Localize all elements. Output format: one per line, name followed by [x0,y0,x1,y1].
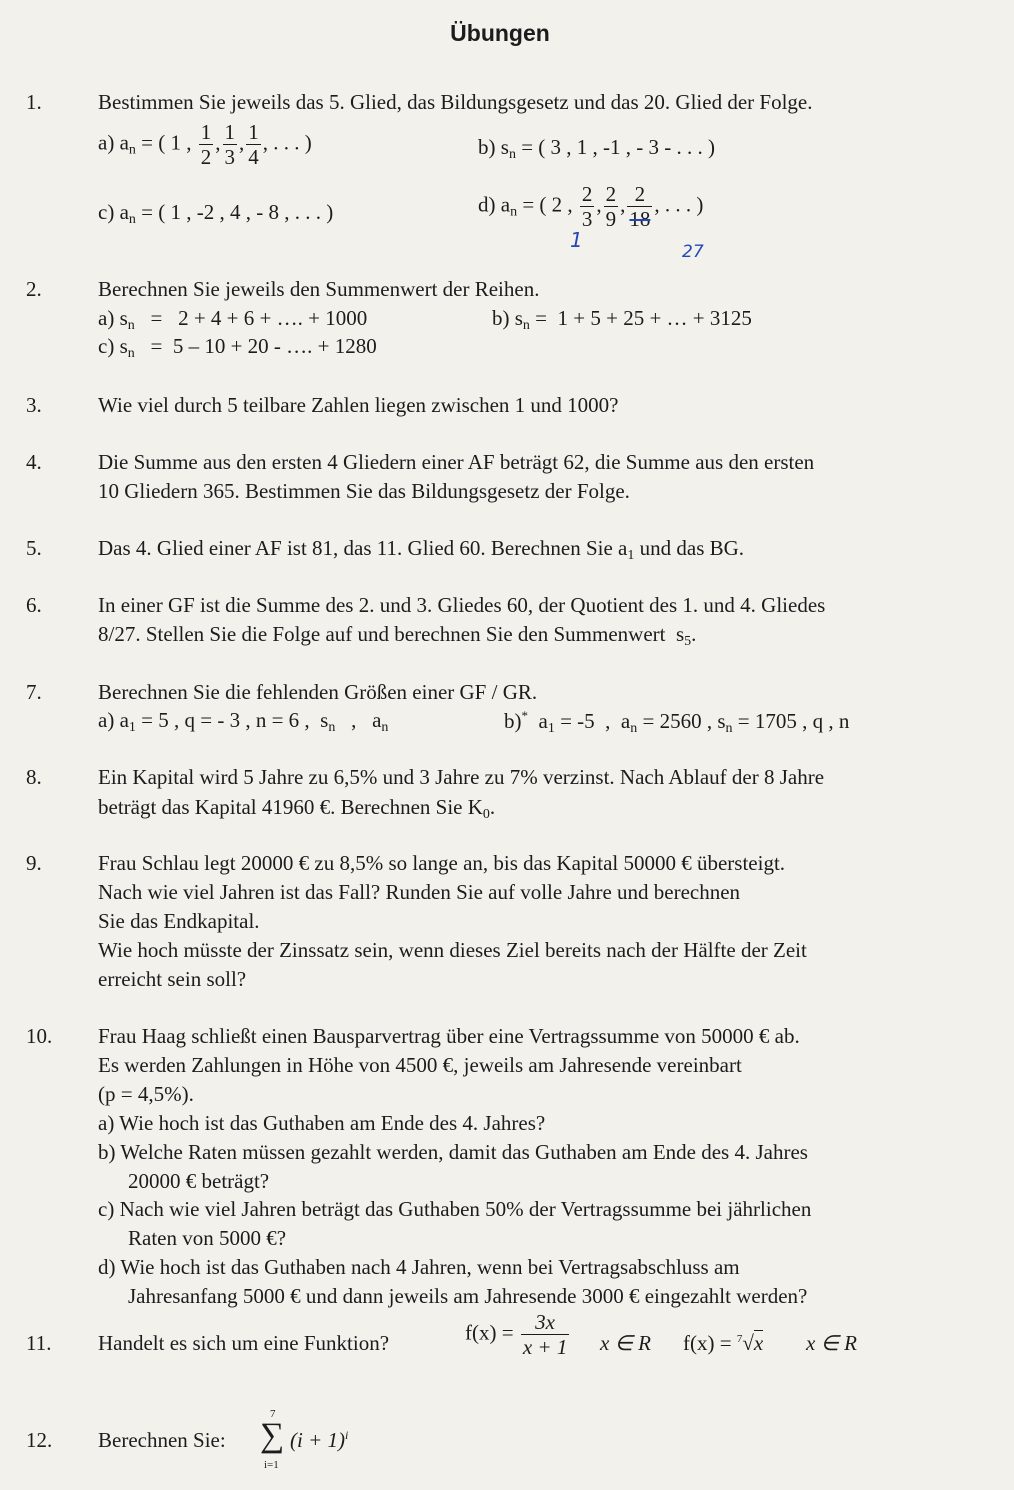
task-text: 8/27. Stellen Sie die Folge auf und berechnen Sie den Summenwert $s_5$. [98,622,697,649]
task-text: (p = 4,5%). [98,1082,194,1106]
fraction: $\frac{1}{3}$ [224,120,235,169]
subtask-10b: b) Welche Raten müssen gezahlt werden, damit das Guthaben am Ende des 4. Jahres [98,1140,808,1164]
task-text: beträgt das Kapital 41960 €. Berechnen Sie $K_0$. [98,795,496,822]
task-text: In einer GF ist die Summe des 2. und 3. Gliedes 60, der Quotient des 1. und 4. Gliedes [98,593,826,617]
subtask-1a: a) $a_n$ = ( 1 , $\frac{1}{2}$ , $\frac{1}{3}$ , $\frac{1}{4}$ , . . . ) [98,120,312,169]
sum-body: $(i + 1)^i$ [290,1428,349,1452]
task-number: 4. [26,450,42,474]
subtask-10a: a) Wie hoch ist das Guthaben am Ende des 4. Jahres? [98,1111,546,1135]
task-number: 1. [26,90,42,114]
domain-1: x ∈ R [600,1331,651,1355]
subtask-10b-cont: 20000 € beträgt? [128,1169,270,1193]
subtask-7b: b)* $a_1 = -5$ , $a_n = 2560$ , $s_n = 1705$ , q , n [504,708,850,736]
task-text: Die Summe aus den ersten 4 Gliedern einer AF beträgt 62, die Summe aus den ersten [98,450,815,474]
subtask-7a: a) $a_1 = 5$ , q = - 3 , n = 6 , $s_n$ , $a_n$ [98,708,389,735]
fraction: $\frac{2}{3}$ [581,182,593,231]
task-text: Das 4. Glied einer AF ist 81, das 11. Glied 60. Berechnen Sie $a_1$ und das BG. [98,536,745,563]
subtask-2b: b) $s_n = 1 + 5 + 25$ + … + 3125 [492,306,752,333]
task-text: Nach wie viel Jahren ist das Fall? Runden Sie auf volle Jahre und berechnen [98,880,741,904]
fraction: $\frac{1}{4}$ [248,120,259,169]
domain-2: x ∈ R [806,1331,857,1355]
task-text: Wie viel durch 5 teilbare Zahlen liegen zwischen 1 und 1000? [98,393,619,417]
fraction: $\frac{2}{18}$ [629,182,651,231]
task-text: Berechnen Sie: [98,1428,226,1452]
task-number: 12. [26,1428,53,1452]
subtask-10d: d) Wie hoch ist das Guthaben nach 4 Jahren, wenn bei Vertragsabschluss am [98,1255,740,1279]
subtask-10c: c) Nach wie viel Jahren beträgt das Guthaben 50% der Vertragssumme bei jährlichen [98,1197,812,1221]
task-text: Es werden Zahlungen in Höhe von 4500 €, jeweils am Jahresende vereinbart [98,1053,742,1077]
task-text: Berechnen Sie jeweils den Summenwert der Reihen. [98,277,540,301]
subtask-1c: c) $a_n$ = ( 1 , -2 , 4 , - 8 , . . . ) [98,200,334,227]
sum-sigma: ∑ [260,1417,285,1454]
task-text: Ein Kapital wird 5 Jahre zu 6,5% und 3 Jahre zu 7% verzinst. Nach Ablauf der 8 Jahre [98,765,825,789]
task-text: Sie das Endkapital. [98,909,260,933]
subtask-1d: d) $a_n$ = ( 2 , $\frac{2}{3}$ , $\frac{2}{9}$ , $\frac{2}{18}$ , . . . ) [478,182,704,231]
sum-lower-limit: i=1 [264,1459,279,1471]
function-2: f(x) = $^7$√x [683,1331,764,1355]
task-number: 3. [26,393,42,417]
task-text: erreicht sein soll? [98,967,247,991]
subtask-10d-cont: Jahresanfang 5000 € und dann jeweils am Jahresende 3000 € eingezahlt werden? [128,1284,808,1308]
task-number: 11. [26,1331,52,1355]
fraction: $\frac{2}{9}$ [605,182,617,231]
fraction: $\frac{3x}{x + 1}$ [522,1310,568,1359]
task-number: 2. [26,277,42,301]
task-text: Frau Schlau legt 20000 € zu 8,5% so lange an, bis das Kapital 50000 € übersteigt. [98,851,786,875]
function-1: f(x) = $\frac{3x}{x + 1}$ [465,1310,568,1359]
subtask-1b: b) $s_n$ = ( 3 , 1 , -1 , - 3 - . . . ) [478,135,715,162]
task-text: Wie hoch müsste der Zinssatz sein, wenn dieses Ziel bereits nach der Hälfte der Zeit [98,938,807,962]
page-title: Übungen [450,20,550,46]
task-text: Berechnen Sie die fehlenden Größen einer GF / GR. [98,680,538,704]
task-number: 6. [26,593,42,617]
subtask-2c: c) $s_n = 5 - 10 + 20$ - …. + 1280 [98,334,377,361]
subtask-2a: a) $s_n = 2 + 4 + 6$ + …. + 1000 [98,306,368,333]
task-number: 7. [26,680,42,704]
task-number: 9. [26,851,42,875]
task-text: 10 Gliedern 365. Bestimmen Sie das Bildungsgesetz der Folge. [98,479,630,503]
handwritten-annotation: 1 [570,228,583,252]
task-number: 5. [26,536,42,560]
subtask-10c-cont: Raten von 5000 €? [128,1226,287,1250]
task-text: Frau Haag schließt einen Bausparvertrag über eine Vertragssumme von 50000 € ab. [98,1024,800,1048]
task-number: 10. [26,1024,53,1048]
task-number: 8. [26,765,42,789]
task-text: Handelt es sich um eine Funktion? [98,1331,390,1355]
task-text: Bestimmen Sie jeweils das 5. Glied, das Bildungsgesetz und das 20. Glied der Folge. [98,90,813,114]
handwritten-annotation: 27 [682,242,704,262]
fraction: $\frac{1}{2}$ [200,120,212,169]
sum-upper-limit: 7 [270,1408,276,1420]
